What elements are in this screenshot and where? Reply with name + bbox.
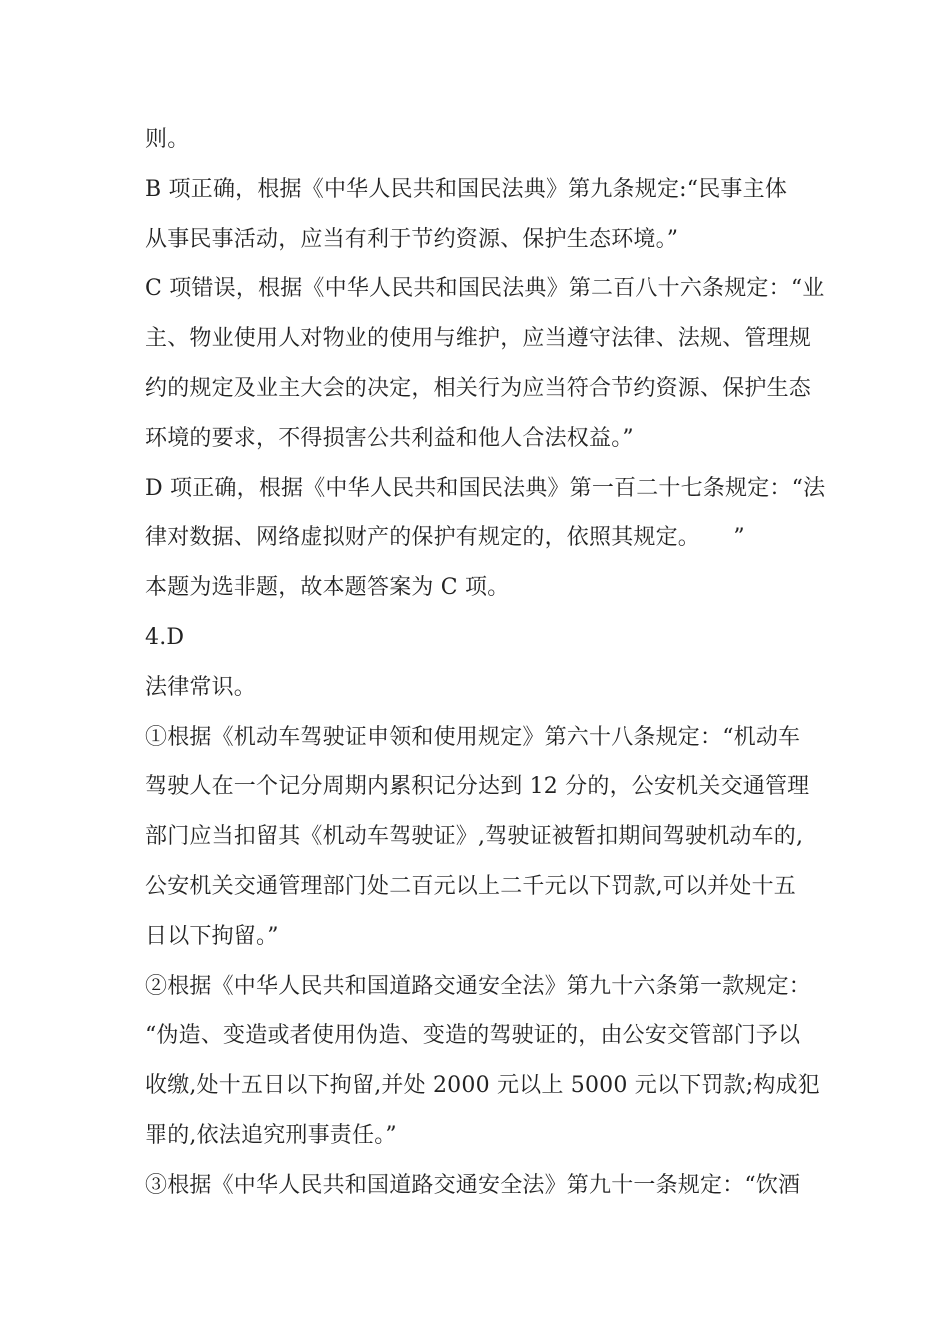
text-line: ①根据《机动车驾驶证申领和使用规定》第六十八条规定：“机动车 xyxy=(145,724,801,750)
text-line: 主、物业使用人对物业的使用与维护，应当遵守法律、法规、管理规 xyxy=(145,326,812,352)
text-line: 法律常识。 xyxy=(145,674,257,700)
text-line: 部门应当扣留其《机动车驾驶证》,驾驶证被暂扣期间驾驶机动车的, xyxy=(145,824,804,850)
text-line: “伪造、变造或者使用伪造、变造的驾驶证的，由公安交管部门予以 xyxy=(145,1023,801,1049)
text-line: 公安机关交通管理部门处二百元以上二千元以下罚款,可以并处十五 xyxy=(145,874,796,899)
text-line: B 项正确，根据《中华人民共和国民法典》第九条规定:“民事主体 xyxy=(145,176,788,202)
text-line: 收缴,处十五日以下拘留,并处 2000 元以上 5000 元以下罚款;构成犯 xyxy=(145,1073,820,1099)
text-line: 本题为选非题，故本题答案为 C 项。 xyxy=(145,575,510,601)
text-line: 律对数据、网络虚拟财产的保护有规定的，依照其规定。 ” xyxy=(145,525,745,551)
text-line: 从事民事活动，应当有利于节约资源、保护生态环境。” xyxy=(145,226,679,252)
text-line: ③根据《中华人民共和国道路交通安全法》第九十一条规定：“饮酒 xyxy=(145,1172,801,1198)
text-line: 约的规定及业主大会的决定，相关行为应当符合节约资源、保护生态 xyxy=(145,376,812,401)
text-line: 则。 xyxy=(145,127,190,152)
text-line: 4.D xyxy=(145,625,185,650)
text-line: 日以下拘留。” xyxy=(145,923,279,949)
text-line: 驾驶人在一个记分周期内累积记分达到 12 分的，公安机关交通管理 xyxy=(145,774,810,800)
text-line: ②根据《中华人民共和国道路交通安全法》第九十六条第一款规定： xyxy=(145,973,812,999)
text-line: D 项正确，根据《中华人民共和国民法典》第一百二十七条规定：“法 xyxy=(145,475,826,501)
text-line: 罪的,依法追究刑事责任。” xyxy=(145,1123,397,1148)
text-line: C 项错误，根据《中华人民共和国民法典》第二百八十六条规定：“业 xyxy=(145,276,825,302)
text-line: 环境的要求，不得损害公共利益和他人合法权益。” xyxy=(145,425,634,451)
